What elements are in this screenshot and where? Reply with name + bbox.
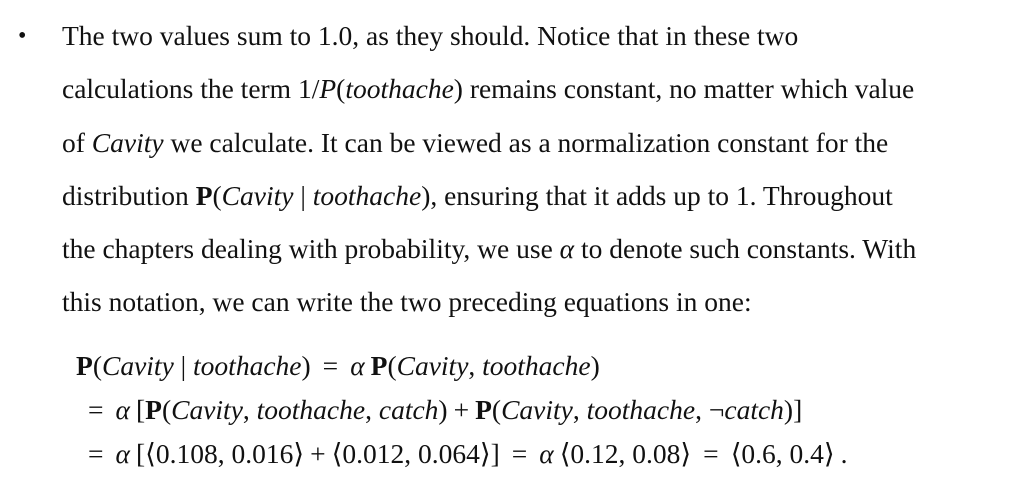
alpha-symbol: α (539, 438, 554, 469)
bracket: [ (135, 438, 146, 469)
line-text: calculations the term 1/ (62, 73, 320, 105)
alpha-symbol: α (350, 350, 365, 381)
prob-symbol: P (319, 73, 337, 105)
given-bar: | (173, 350, 194, 381)
variable-toothache: toothache (193, 350, 302, 381)
line-text: The two values sum to 1.0, as they should. Notice that in these two (62, 20, 799, 51)
equation-line-2 (76, 388, 848, 432)
line-text: this notation, we can write the two preceding equations in one: (62, 286, 752, 318)
equals-sign: = (322, 350, 339, 381)
vector-value: ⟨0.012, 0.064⟩ (331, 438, 491, 469)
paragraph-line-2 (62, 67, 1012, 120)
paren: ) (438, 394, 448, 425)
comma: , (468, 350, 483, 381)
variable-cavity: Cavity (501, 394, 573, 425)
distribution-symbol: P (370, 350, 388, 381)
paragraph-line-1 (62, 14, 1012, 67)
line-text: to denote such constants. With (574, 233, 917, 265)
equation-line-3 (76, 432, 848, 476)
plus-sign: + (453, 394, 470, 425)
distribution-symbol: P (195, 179, 213, 211)
equals-sign: = (88, 394, 104, 425)
line-text: of (62, 126, 92, 158)
comma: , (695, 394, 709, 425)
bracket: ] (793, 394, 803, 425)
variable-toothache: toothache (586, 394, 696, 425)
paren: ( (92, 350, 102, 381)
line-text: we calculate. It can be viewed as a normalization constant for the (163, 126, 889, 158)
variable-toothache: toothache (345, 73, 454, 105)
variable-toothache: toothache (482, 350, 591, 381)
paragraph-line-3 (62, 121, 1012, 174)
distribution-symbol: P (145, 394, 162, 425)
line-text: ) remains constant, no matter which value (453, 73, 915, 105)
variable-cavity: Cavity (91, 126, 164, 158)
vector-value: ⟨0.6, 0.4⟩ (730, 438, 835, 469)
distribution-symbol: P (475, 394, 492, 425)
variable-catch: catch (724, 394, 784, 425)
paren: ( (387, 350, 397, 381)
variable-toothache: toothache (312, 179, 422, 211)
comma: , (572, 394, 587, 425)
paren: ) (590, 350, 600, 381)
list-bullet: • (18, 23, 27, 49)
alpha-symbol: α (115, 394, 130, 425)
variable-cavity: Cavity (221, 179, 294, 211)
paren: ) (301, 350, 311, 381)
given-bar: | (293, 179, 313, 211)
paragraph-line-6 (62, 280, 1012, 333)
distribution-symbol: P (76, 350, 93, 381)
variable-toothache: toothache (256, 394, 366, 425)
comma: , (242, 394, 257, 425)
line-text: ), ensuring that it adds up to 1. Throughout (421, 179, 893, 211)
variable-cavity: Cavity (396, 350, 469, 381)
plus-sign: + (310, 438, 326, 469)
paragraph-line-5 (62, 227, 1012, 280)
bracket: ] (490, 438, 500, 469)
alpha-symbol: α (559, 233, 575, 265)
line-text: the chapters dealing with probability, we use (62, 233, 560, 265)
equals-sign: = (511, 438, 528, 469)
paren: ( (161, 394, 172, 425)
equation-line-1 (76, 344, 848, 388)
negation-symbol: ¬ (708, 394, 725, 425)
paren: ( (336, 73, 346, 105)
alpha-symbol: α (115, 438, 130, 469)
variable-cavity: Cavity (171, 394, 243, 425)
line-text: distribution (62, 179, 196, 211)
paragraph-line-4 (62, 174, 1012, 227)
equals-sign: = (88, 438, 104, 469)
vector-value: ⟨0.12, 0.08⟩ (559, 438, 692, 469)
paren: ( (491, 394, 502, 425)
equals-sign: = (703, 438, 719, 469)
variable-catch: catch (378, 394, 439, 425)
vector-value: ⟨0.108, 0.016⟩ (145, 438, 305, 469)
paren: ) (783, 394, 794, 425)
paren: ( (212, 179, 222, 211)
bracket: [ (135, 394, 146, 425)
comma: , (365, 394, 379, 425)
period: . (840, 438, 848, 469)
variable-cavity: Cavity (101, 350, 174, 381)
equation-block (76, 344, 848, 476)
paragraph (62, 14, 1012, 334)
